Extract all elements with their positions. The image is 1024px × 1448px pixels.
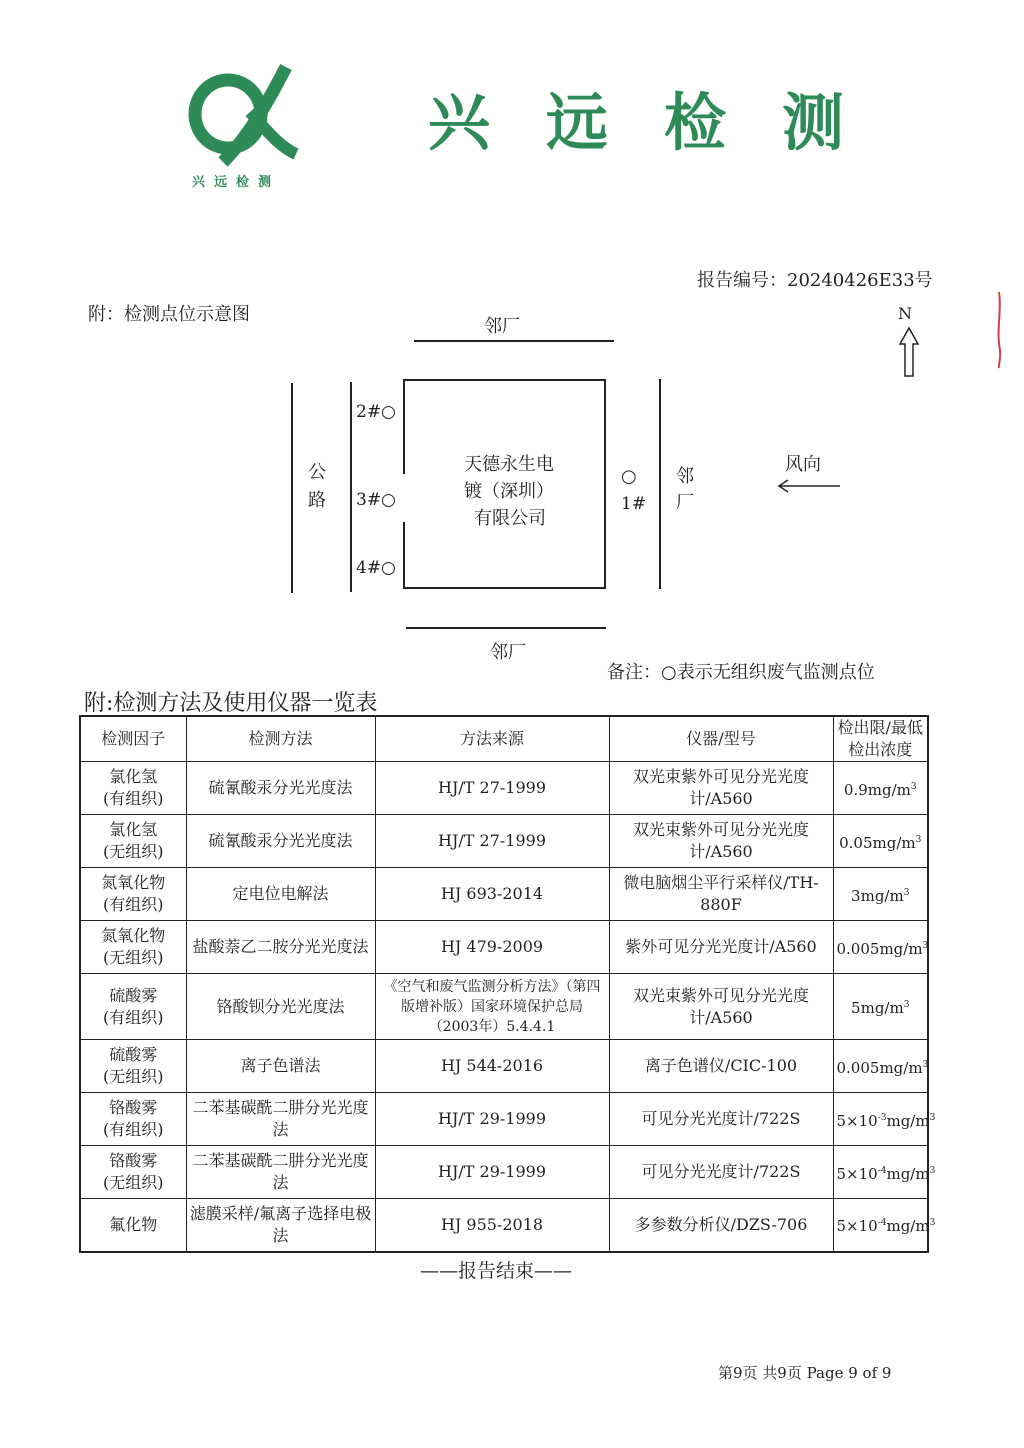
report-number: 报告编号：20240426E33号 (697, 270, 933, 291)
neighbor-right-label-2: 厂 (676, 492, 694, 513)
monitor-point-4: 4#○ (356, 558, 396, 578)
cell-limit (833, 921, 928, 974)
neighbor-right-label-1: 邻 (676, 466, 694, 487)
cell-factor: 氯化氢 (无组织) (80, 815, 186, 868)
table-row (80, 762, 928, 815)
north-label: N (898, 304, 912, 323)
limit-value: 5×10 (836, 1217, 878, 1236)
neighbor-top-line (414, 340, 614, 342)
limit-value: 5×10 (836, 1111, 878, 1130)
cell-instrument: 双光束紫外可见分光光度计/A560 (609, 974, 833, 1040)
cell-method: 滤膜采样/氟离子选择电极法 (186, 1199, 375, 1252)
cell-instrument: 双光束紫外可见分光光度计/A560 (609, 762, 833, 815)
cell-instrument: 可见分光光度计/722S (609, 1093, 833, 1146)
north-arrow-icon (898, 326, 920, 382)
limit-exponent: -4 (877, 1165, 887, 1176)
company-name-line3: 有限公司 (474, 508, 546, 529)
cell-source: 《空气和废气监测分析方法》（第四版增补版）国家环境保护总局（2003年）5.4.4.1 (375, 974, 609, 1040)
cell-limit (833, 1093, 936, 1146)
neighbor-top-label: 邻厂 (484, 316, 520, 337)
cell-factor: 氮氧化物 (无组织) (80, 921, 186, 974)
cell-instrument: 微电脑烟尘平行采样仪/TH-880F (609, 868, 833, 921)
diagram-title: 附：检测点位示意图 (88, 304, 250, 325)
cell-instrument: 紫外可见分光光度计/A560 (609, 921, 833, 974)
cell-factor: 铬酸雾 (有组织) (80, 1093, 186, 1146)
limit-superscript: 3 (929, 1218, 936, 1229)
header-instrument: 仪器/型号 (609, 716, 833, 762)
report-end: ——报告结束—— (420, 1260, 573, 1282)
company-name-line2: 镀（深圳） (464, 481, 554, 502)
page-number: 第9页 共9页 Page 9 of 9 (718, 1364, 892, 1382)
cell-source: HJ 544-2016 (375, 1040, 609, 1093)
neighbor-bottom-label: 邻厂 (490, 642, 526, 663)
neighbor-right-line (659, 379, 661, 589)
limit-superscript: 3 (922, 1059, 929, 1070)
cell-method: 硫氰酸汞分光光度法 (186, 815, 375, 868)
cell-factor: 氟化物 (80, 1199, 186, 1252)
cell-instrument: 可见分光光度计/722S (609, 1146, 833, 1199)
cell-source: HJ/T 29-1999 (375, 1146, 609, 1199)
table-row (80, 1093, 928, 1146)
cell-source: HJ/T 29-1999 (375, 1093, 609, 1146)
table-row (80, 921, 928, 974)
limit-superscript: 3 (910, 781, 917, 792)
table-title: 附:检测方法及使用仪器一览表 (84, 691, 378, 716)
cell-method: 二苯基碳酰二肼分光光度法 (186, 1146, 375, 1199)
monitor-point-1-circle: ○ (621, 466, 637, 487)
cell-factor: 氮氧化物 (有组织) (80, 868, 186, 921)
limit-unit: mg/m (886, 1164, 930, 1183)
header-source: 方法来源 (375, 716, 609, 762)
cell-source: HJ 479-2009 (375, 921, 609, 974)
limit-exponent: -3 (877, 1112, 887, 1123)
header-limit: 检出限/最低检出浓度 (833, 716, 928, 762)
limit-value: 0.05mg/m (839, 833, 916, 852)
cell-instrument: 双光束紫外可见分光光度计/A560 (609, 815, 833, 868)
cell-method: 盐酸萘乙二胺分光光度法 (186, 921, 375, 974)
cell-limit (833, 868, 928, 921)
wind-direction-label: 风向 (785, 454, 821, 475)
limit-value: 0.005mg/m (836, 939, 923, 958)
cell-limit (833, 815, 928, 868)
cell-factor: 铬酸雾 (无组织) (80, 1146, 186, 1199)
limit-superscript: 3 (903, 887, 910, 898)
neighbor-bottom-line (406, 627, 606, 629)
cell-limit (833, 1146, 936, 1199)
table-row (80, 815, 928, 868)
limit-value: 5mg/m (851, 999, 904, 1017)
road-line-left (291, 383, 293, 593)
limit-value: 0.9mg/m (843, 780, 911, 799)
limit-value: 3mg/m (851, 886, 904, 905)
cell-limit (833, 1199, 936, 1252)
limit-superscript: 3 (922, 940, 929, 951)
limit-value: 0.005mg/m (836, 1058, 923, 1077)
cell-factor: 硫酸雾 (有组织) (80, 974, 186, 1040)
company-title: 兴远检测 (428, 86, 901, 159)
boundary-left-upper (403, 379, 405, 474)
cell-factor: 硫酸雾 (无组织) (80, 1040, 186, 1093)
limit-value: 5×10 (836, 1164, 878, 1183)
header-method: 检测方法 (186, 716, 375, 762)
road-line-right (350, 382, 352, 592)
road-label-2: 路 (308, 490, 326, 511)
cell-source: HJ 955-2018 (375, 1199, 609, 1252)
monitor-point-3: 3#○ (356, 490, 396, 510)
table-row (80, 1146, 928, 1199)
limit-unit: mg/m (886, 1111, 930, 1130)
table-row (80, 868, 928, 921)
cell-source: HJ/T 27-1999 (375, 762, 609, 815)
cell-instrument: 离子色谱仪/CIC-100 (609, 1040, 833, 1093)
cell-method: 铬酸钡分光光度法 (186, 974, 375, 1040)
limit-superscript: 3 (929, 1112, 936, 1123)
limit-unit: mg/m (886, 1217, 930, 1236)
cell-instrument: 多参数分析仪/DZS-706 (609, 1199, 833, 1252)
table-row (80, 1040, 928, 1093)
cell-factor: 氯化氢 (有组织) (80, 762, 186, 815)
cell-method: 定电位电解法 (186, 868, 375, 921)
road-label-1: 公 (308, 462, 326, 483)
company-name-line1: 天德永生电 (464, 454, 554, 475)
cell-limit (833, 1040, 928, 1093)
cell-limit (833, 762, 928, 815)
table-row (80, 974, 928, 1040)
logo-caption: 兴远检测 (192, 175, 281, 190)
cell-method: 二苯基碳酰二肼分光光度法 (186, 1093, 375, 1146)
cell-method: 离子色谱法 (186, 1040, 375, 1093)
instrument-table (79, 715, 936, 1253)
limit-superscript: 3 (915, 834, 922, 845)
header-factor: 检测因子 (80, 716, 186, 762)
monitor-point-1-label: 1# (621, 494, 647, 514)
limit-exponent: -4 (877, 1218, 887, 1229)
table-header-row (80, 716, 928, 762)
limit-superscript: 3 (903, 1000, 910, 1010)
cell-source: HJ/T 27-1999 (375, 815, 609, 868)
diagram-note: 备注：○表示无组织废气监测点位 (607, 662, 875, 683)
boundary-left-lower (403, 522, 405, 589)
cell-method: 硫氰酸汞分光光度法 (186, 762, 375, 815)
cell-limit (833, 974, 928, 1040)
table-row (80, 1199, 928, 1252)
limit-superscript: 3 (929, 1165, 936, 1176)
monitor-point-2: 2#○ (356, 402, 396, 422)
cell-source: HJ 693-2014 (375, 868, 609, 921)
red-pen-mark (993, 290, 1005, 370)
wind-arrow-icon (776, 478, 842, 498)
